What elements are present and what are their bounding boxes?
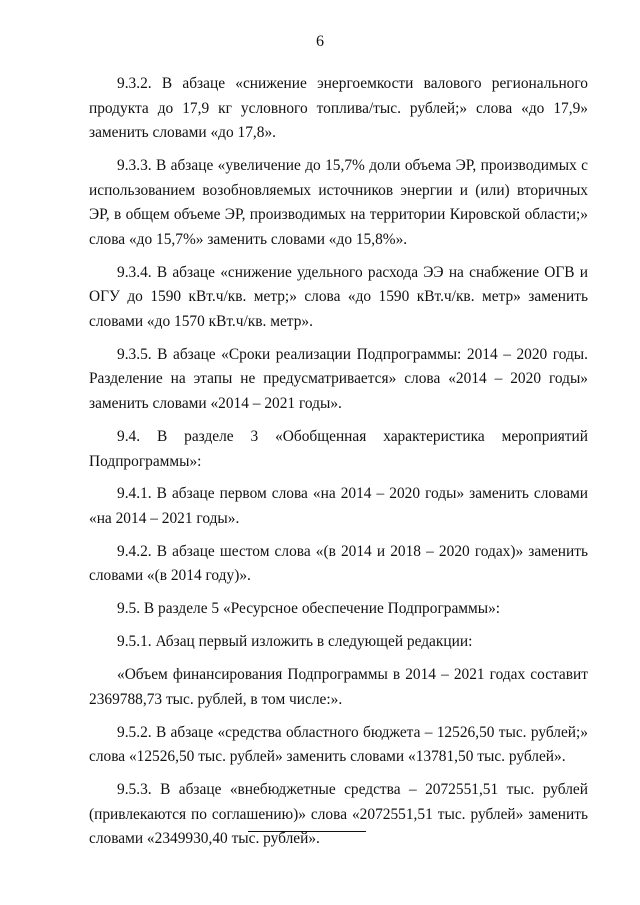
paragraph-9-3-5: 9.3.5. В абзаце «Сроки реализации Подпрограммы: 2014 – 2020 годы. Разделение на этапы не предусматривается» слова «2014 – 2020 годы» заменить словами «2014 – 2021 годы». [89,345,588,413]
document-body [89,72,588,860]
paragraph-9-3-4: 9.3.4. В абзаце «снижение удельного расхода ЭЭ на снабжение ОГВ и ОГУ до 1590 кВт.ч/кв. метр;» слова «до 1590 кВт.ч/кв. метр» заменить словами «до 1570 кВт.ч/кв. метр». [89,263,588,330]
paragraph-9-3-2: 9.3.2. В абзаце «снижение энергоемкости валового регионального продукта до 17,9 кг условного топлива/тыс. рублей;» слова «до 17,9» заменить словами «до 17,8». [89,75,588,142]
paragraph-9-5: 9.5. В разделе 5 «Ресурсное обеспечение Подпрограммы»: [117,600,501,618]
paragraph-9-5-1: 9.5.1. Абзац первый изложить в следующей редакции: [117,633,473,651]
paragraph-9-4: 9.4. В разделе 3 «Обобщенная характеристика мероприятий Подпрограммы»: [89,427,588,470]
paragraph-financing-quote: «Объем финансирования Подпрограммы в 2014 – 2021 годах составит 2369788,73 тыс. рублей, в том числе:». [89,666,588,708]
paragraph-9-3-3: 9.3.3. В абзаце «увеличение до 15,7% доли объема ЭР, производимых с использованием возобновляемых источников энергии и (или) вторичных ЭР, в общем объеме ЭР, производимых на территории Кировской области;» слова «до 15,7%» заменить словами «до 15,8%». [89,157,588,248]
page-number: 6 [316,33,324,50]
paragraph-9-5-2: 9.5.2. В абзаце «средства областного бюджета – 12526,50 тыс. рублей;» слова «12526,50 тыс. рублей» заменить словами «13781,50 тыс. рублей». [89,723,588,766]
paragraph-9-4-2: 9.4.2. В абзаце шестом слова «(в 2014 и 2018 – 2020 годах)» заменить словами «(в 2014 году)». [89,542,588,585]
paragraph-9-5-3: 9.5.3. В абзаце «внебюджетные средства – 2072551,51 тыс. рублей (привлекаются по соглашению)» слова «2072551,51 тыс. рублей» заменить словами «2349930,40 тыс. рублей». [89,781,588,848]
paragraph-9-4-1: 9.4.1. В абзаце первом слова «на 2014 – 2020 годы» заменить словами «на 2014 – 2021 годы». [89,485,588,527]
closing-divider [248,831,366,832]
